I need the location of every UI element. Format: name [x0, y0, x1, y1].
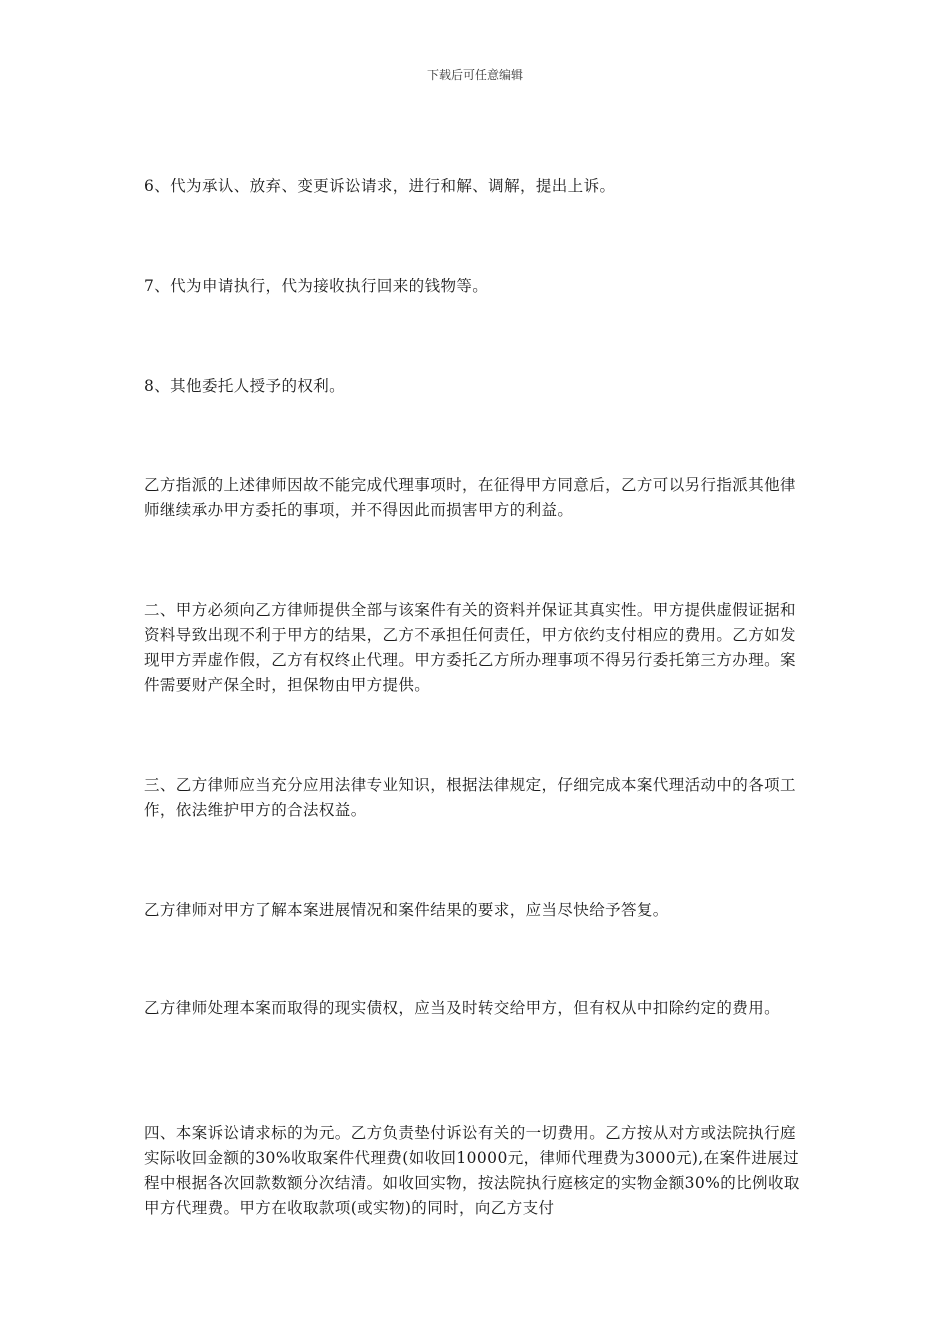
section-4-paragraph: 四、本案诉讼请求标的为元。乙方负责垫付诉讼有关的一切费用。乙方按从对方或法院执行庭实际收回金额的30%收取案件代理费(如收回10000元，律师代理费为3000元),在案件进展过程中根据各次回款数额分次结清。如收回实物，按法院执行庭核定的实物金额30%的比例收取甲方代理费。甲方在收取款项(或实物)的同时，向乙方支付 [144, 1124, 800, 1217]
claims-transfer-paragraph: 乙方律师处理本案而取得的现实债权，应当及时转交给甲方，但有权从中扣除约定的费用。 [144, 999, 781, 1017]
lawyer-substitution-paragraph: 乙方指派的上述律师因故不能完成代理事项时，在征得甲方同意后，乙方可以另行指派其他律师继续承办甲方委托的事项，并不得因此而损害甲方的利益。 [144, 476, 796, 519]
clause-8-paragraph: 8、其他委托人授予的权利。 [144, 377, 346, 395]
section-3-paragraph: 三、乙方律师应当充分应用法律专业知识，根据法律规定，仔细完成本案代理活动中的各项工作，依法维护甲方的合法权益。 [144, 776, 796, 819]
clause-6-paragraph: 6、代为承认、放弃、变更诉讼请求，进行和解、调解，提出上诉。 [144, 177, 616, 195]
clause-7-paragraph: 7、代为申请执行，代为接收执行回来的钱物等。 [144, 277, 489, 295]
progress-reply-paragraph: 乙方律师对甲方了解本案进展情况和案件结果的要求，应当尽快给予答复。 [144, 901, 669, 919]
section-2-paragraph: 二、甲方必须向乙方律师提供全部与该案件有关的资料并保证其真实性。甲方提供虚假证据和资料导致出现不利于甲方的结果，乙方不承担任何责任，甲方依约支付相应的费用。乙方如发现甲方弄虚作假，乙方有权终止代理。甲方委托乙方所办理事项不得另行委托第三方办理。案件需要财产保全时，担保物由甲方提供。 [144, 601, 796, 694]
page-header: 下载后可任意编辑 [426, 68, 523, 82]
